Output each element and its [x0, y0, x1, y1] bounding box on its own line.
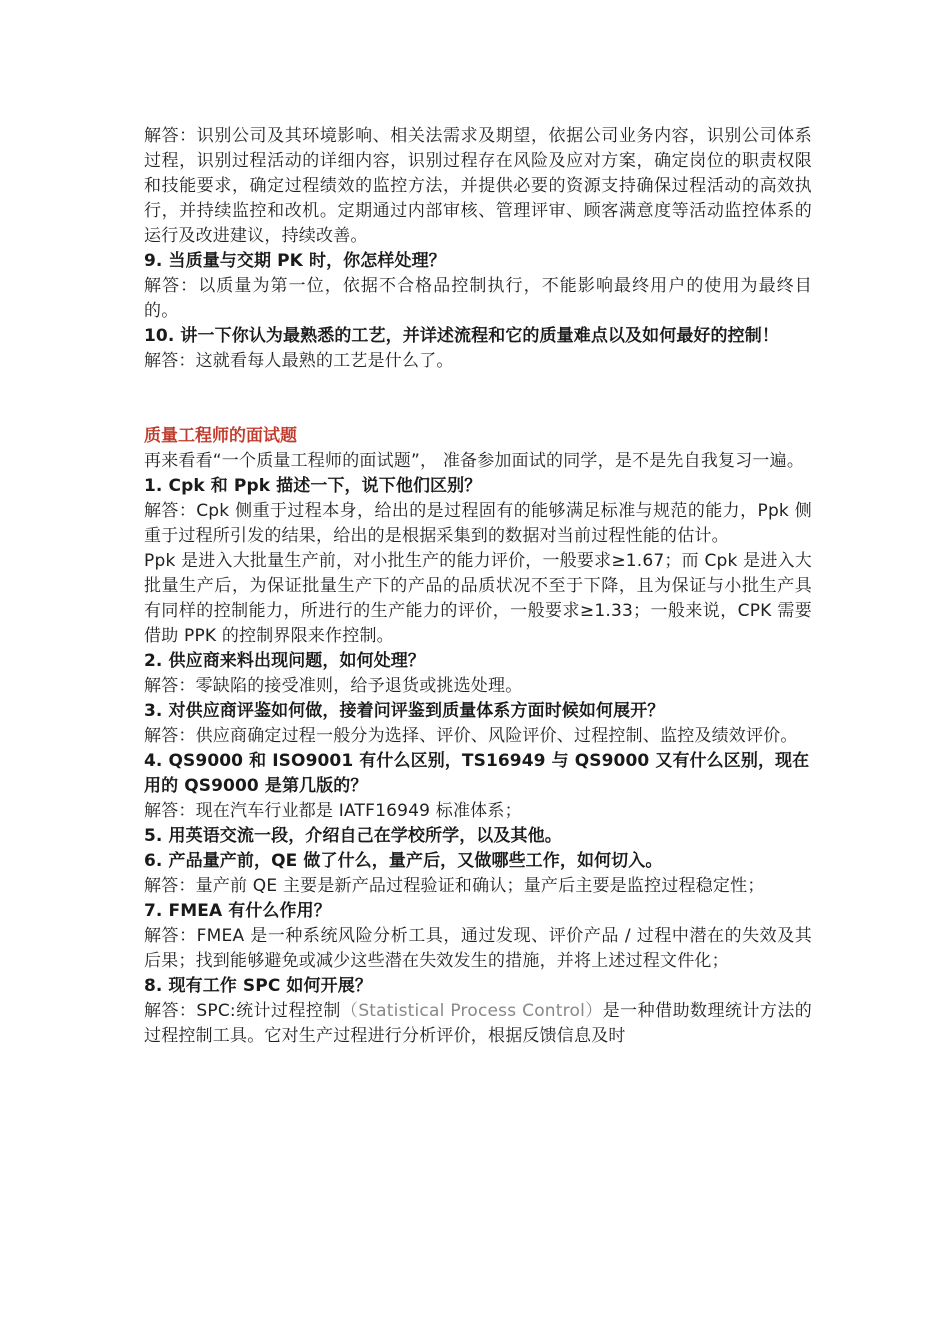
question-9: 9. 当质量与交期 PK 时，你怎样处理？: [144, 251, 446, 271]
answer-paragraph: 解答：识别公司及其环境影响、相关法需求及期望，依据公司业务内容，识别公司体系过程，识别过程活动的详细内容，识别过程存在风险及应对方案，确定岗位的职责权限和技能要求，确定过程绩效的监控方法，并提供必要的资源支持确保过程活动的高效执行，并持续监控和改机。定期通过内部审核、管理评审、顾客满意度等活动监控体系的运行及改进建议，持续改善。: [144, 126, 812, 246]
section-title: 质量工程师的面试题: [144, 426, 297, 446]
answer-9: 解答：以质量为第一位，依据不合格品控制执行，不能影响最终用户的使用为最终目的。: [144, 276, 812, 321]
answer-6: 解答：量产前 QE 主要是新产品过程验证和确认；量产后主要是监控过程稳定性；: [144, 876, 765, 896]
answer-8-english-term: （Statistical Process Control）: [340, 1001, 603, 1021]
question-8: 8. 现有工作 SPC 如何开展？: [144, 976, 372, 996]
section-spacer: [144, 374, 812, 424]
answer-3: 解答：供应商确定过程一般分为选择、评价、风险评价、过程控制、监控及绩效评价。: [144, 726, 798, 746]
answer-4: 解答：现在汽车行业都是 IATF16949 标准体系；: [144, 801, 522, 821]
question-10: 10. 讲一下你认为最熟悉的工艺，并详述流程和它的质量难点以及如何最好的控制！: [144, 326, 779, 346]
section-intro: 再来看看“一个质量工程师的面试题”， 准备参加面试的同学，是不是先自我复习一遍。: [144, 451, 805, 471]
answer-1-continued: Ppk 是进入大批量生产前，对小批生产的能力评价，一般要求≥1.67；而 Cpk 是进入大批量生产后，为保证批量生产下的产品的品质状况不至于下降，且为保证与小批生产具有同样的控制能力，所进行的生产能力的评价，一般要求≥1.33；一般来说，CPK 需要借助 PPK 的控制界限来作控制。: [144, 551, 812, 646]
question-1: 1. Cpk 和 Ppk 描述一下，说下他们区别？: [144, 476, 482, 496]
question-5: 5. 用英语交流一段，介绍自己在学校所学，以及其他。: [144, 826, 562, 846]
answer-7: 解答：FMEA 是一种系统风险分析工具，通过发现、评价产品 / 过程中潜在的失效及其后果；找到能够避免或减少这些潜在失效发生的措施，并将上述过程文件化；: [144, 926, 812, 971]
answer-8: [144, 999, 812, 1049]
question-4: 4. QS9000 和 ISO9001 有什么区别，TS16949 与 QS9000 又有什么区别，现在用的 QS9000 是第几版的？: [144, 751, 810, 796]
question-3: 3. 对供应商评鉴如何做，接着问评鉴到质量体系方面时候如何展开？: [144, 701, 665, 721]
answer-10: 解答：这就看每人最熟的工艺是什么了。: [144, 351, 454, 371]
answer-8-lead: 解答：SPC:统计过程控制: [144, 1001, 341, 1021]
question-7: 7. FMEA 有什么作用？: [144, 901, 331, 921]
question-6: 6. 产品量产前，QE 做了什么，量产后，又做哪些工作，如何切入。: [144, 851, 663, 871]
document-page: [144, 124, 812, 1049]
question-2: 2. 供应商来料出现问题，如何处理？: [144, 651, 426, 671]
answer-1: 解答：Cpk 侧重于过程本身，给出的是过程固有的能够满足标准与规范的能力，Ppk 侧重于过程所引发的结果，给出的是根据采集到的数据对当前过程性能的估计。: [144, 501, 812, 546]
answer-8-tail: 是一种借助数理统计方法的过程控制工具。它对生产过程进行分析评价，根据反馈信息及时: [144, 1001, 812, 1046]
answer-2: 解答：零缺陷的接受准则，给予退货或挑选处理。: [144, 676, 523, 696]
